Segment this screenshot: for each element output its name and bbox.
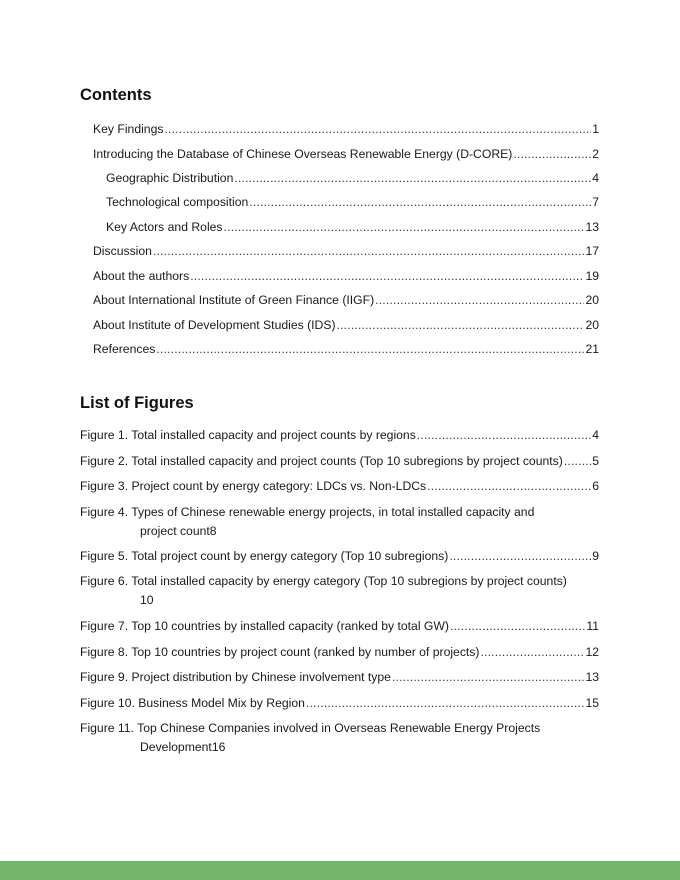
leader-dots xyxy=(417,426,591,445)
figure-entry-page: 12 xyxy=(585,645,599,659)
toc-entry-label: About Institute of Development Studies (IDS) xyxy=(93,318,336,332)
figure-entry-8[interactable] xyxy=(80,643,599,662)
leader-dots xyxy=(513,145,591,164)
leader-dots xyxy=(427,477,591,496)
toc-entry-key-actors[interactable] xyxy=(106,218,599,237)
figure-entry-2[interactable] xyxy=(80,452,599,471)
leader-dots xyxy=(306,694,585,713)
toc-entry-discussion[interactable] xyxy=(93,242,599,261)
toc-entry-page: 13 xyxy=(585,220,599,234)
leader-dots xyxy=(164,120,591,139)
leader-dots xyxy=(337,316,585,335)
figure-entry-label: Figure 2. Total installed capacity and project counts (Top 10 subregions by project counts) xyxy=(80,454,563,468)
leader-dots xyxy=(480,643,584,662)
figure-entry-label-continued: project count xyxy=(140,524,210,538)
toc-entry-page: 20 xyxy=(585,293,599,307)
leader-dots xyxy=(449,547,591,566)
contents-heading: Contents xyxy=(80,86,152,104)
figure-entry-label: Figure 9. Project distribution by Chinese involvement type xyxy=(80,670,391,684)
toc-entry-geographic-distribution[interactable] xyxy=(106,169,599,188)
toc-entry-page: 1 xyxy=(592,122,599,136)
toc-entry-about-iigf[interactable] xyxy=(93,291,599,310)
figure-entry-1[interactable] xyxy=(80,426,599,445)
leader-dots xyxy=(156,340,584,359)
leader-dots xyxy=(375,291,584,310)
toc-entry-introducing-dcore[interactable] xyxy=(93,145,599,164)
toc-entry-page: 7 xyxy=(592,195,599,209)
leader-dots xyxy=(153,242,585,261)
toc-entry-page: 20 xyxy=(585,318,599,332)
figure-entry-3[interactable] xyxy=(80,477,599,496)
toc-entry-references[interactable] xyxy=(93,340,599,359)
toc-entry-key-findings[interactable] xyxy=(93,120,599,139)
toc-entry-page: 17 xyxy=(585,244,599,258)
figure-entry-page: 4 xyxy=(592,428,599,442)
figure-entry-label-continued: Development xyxy=(140,740,212,754)
figure-entry-page: 5 xyxy=(592,454,599,468)
toc-entry-label: Key Actors and Roles xyxy=(106,220,223,234)
figure-entry-label: Figure 7. Top 10 countries by installed capacity (ranked by total GW) xyxy=(80,619,449,633)
figure-entry-page: 13 xyxy=(585,670,599,684)
figure-entry-10[interactable] xyxy=(80,694,599,713)
toc-entry-technological-composition[interactable] xyxy=(106,193,599,212)
leader-dots xyxy=(450,617,585,636)
toc-entry-label: Geographic Distribution xyxy=(106,171,234,185)
figure-entry-page: 10 xyxy=(140,593,154,607)
figure-entry-label: Figure 6. Total installed capacity by energy category (Top 10 subregions by project counts) xyxy=(80,574,567,588)
figure-entry-page: 8 xyxy=(209,524,217,538)
figure-entry-label: Figure 10. Business Model Mix by Region xyxy=(80,696,305,710)
toc-entry-page: 19 xyxy=(585,269,599,283)
toc-entry-page: 4 xyxy=(592,171,599,185)
toc-entry-about-authors[interactable] xyxy=(93,267,599,286)
figure-entry-page: 6 xyxy=(592,479,599,493)
toc-entry-about-ids[interactable] xyxy=(93,316,599,335)
toc-entry-label: Discussion xyxy=(93,244,152,258)
figure-entry-page: 11 xyxy=(586,619,599,633)
toc-entry-page: 21 xyxy=(585,342,599,356)
leader-dots xyxy=(234,169,591,188)
figure-entry-page: 15 xyxy=(585,696,599,710)
toc-entry-label: References xyxy=(93,342,156,356)
toc-entry-page: 2 xyxy=(592,147,599,161)
figure-entry-label: Figure 11. Top Chinese Companies involved in Overseas Renewable Energy Projects xyxy=(80,721,541,735)
figure-entry-5[interactable] xyxy=(80,547,599,566)
leader-dots xyxy=(224,218,585,237)
toc-entry-label: Introducing the Database of Chinese Overseas Renewable Energy (D-CORE) xyxy=(93,147,513,161)
leader-dots xyxy=(392,668,585,687)
figure-entry-label: Figure 5. Total project count by energy category (Top 10 subregions) xyxy=(80,549,449,563)
toc-entry-label: About International Institute of Green Finance (IIGF) xyxy=(93,293,375,307)
figure-entry-page: 9 xyxy=(592,549,599,563)
footer-bar xyxy=(0,861,680,880)
figure-entry-label: Figure 4. Types of Chinese renewable energy projects, in total installed capacity and xyxy=(80,505,535,519)
figure-entry-7[interactable] xyxy=(80,617,599,636)
toc-entry-label: Key Findings xyxy=(93,122,164,136)
figure-entry-label: Figure 1. Total installed capacity and project counts by regions xyxy=(80,428,416,442)
figure-entry-11[interactable] xyxy=(80,719,599,757)
figure-entry-9[interactable] xyxy=(80,668,599,687)
leader-dots xyxy=(564,452,591,471)
figure-entry-4[interactable] xyxy=(80,503,599,541)
figure-entry-label: Figure 8. Top 10 countries by project count (ranked by number of projects) xyxy=(80,645,480,659)
leader-dots xyxy=(190,267,584,286)
figure-entry-6[interactable] xyxy=(80,572,599,610)
leader-dots xyxy=(249,193,591,212)
list-of-figures-heading: List of Figures xyxy=(80,394,194,412)
toc-entry-label: About the authors xyxy=(93,269,190,283)
toc-entry-label: Technological composition xyxy=(106,195,249,209)
figure-entry-label: Figure 3. Project count by energy category: LDCs vs. Non-LDCs xyxy=(80,479,427,493)
figure-entry-page: 16 xyxy=(211,740,226,754)
